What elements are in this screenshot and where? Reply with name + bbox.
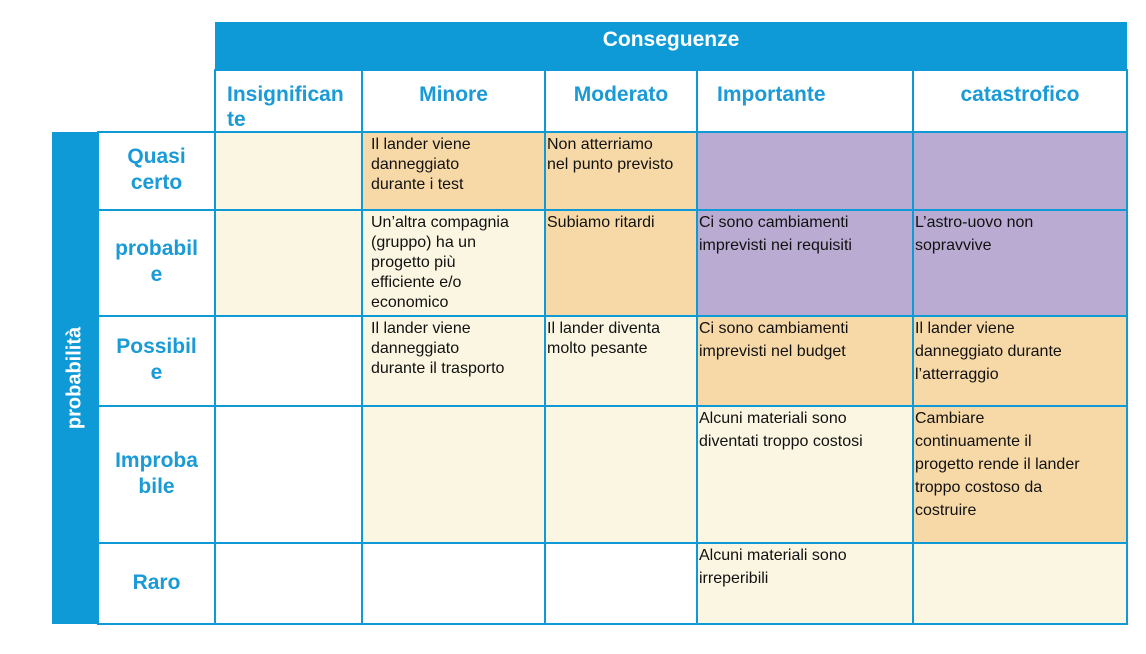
risk-cell-r2-c2: Un’altra compagnia (gruppo) ha un progetto più efficiente e/o economico bbox=[361, 209, 546, 317]
probability-header bbox=[52, 132, 98, 624]
risk-cell-r3-c4: Ci sono cambiamenti imprevisti nel budget bbox=[696, 315, 914, 407]
risk-cell-r1-c5 bbox=[912, 131, 1128, 211]
column-header-5: catastrofico bbox=[912, 69, 1128, 134]
risk-cell-r5-c3 bbox=[544, 542, 698, 625]
probability-header-label: probabilità bbox=[63, 326, 86, 430]
column-header-4: Importante bbox=[696, 69, 914, 134]
consequences-header: Conseguenze bbox=[215, 22, 1127, 69]
risk-cell-r3-c2: Il lander viene danneggiato durante il trasporto bbox=[361, 315, 546, 407]
risk-cell-r2-c5: L’astro-uovo non sopravvive bbox=[912, 209, 1128, 317]
risk-cell-r2-c1 bbox=[214, 209, 363, 317]
risk-cell-r5-c5 bbox=[912, 542, 1128, 625]
risk-cell-r4-c2 bbox=[361, 405, 546, 544]
risk-cell-r5-c1 bbox=[214, 542, 363, 625]
risk-cell-r1-c4 bbox=[696, 131, 914, 211]
risk-cell-r3-c3: Il lander diventa molto pesante bbox=[544, 315, 698, 407]
risk-cell-r5-c4: Alcuni materiali sono irreperibili bbox=[696, 542, 914, 625]
row-header-3: Possibil e bbox=[97, 315, 216, 407]
row-header-5: Raro bbox=[97, 542, 216, 625]
risk-cell-r5-c2 bbox=[361, 542, 546, 625]
risk-cell-r1-c2: Il lander viene danneggiato durante i test bbox=[361, 131, 546, 211]
risk-cell-r4-c5: Cambiare continuamente il progetto rende il lander troppo costoso da costruire bbox=[912, 405, 1128, 544]
risk-cell-r2-c4: Ci sono cambiamenti imprevisti nei requisiti bbox=[696, 209, 914, 317]
row-header-4: Improba bile bbox=[97, 405, 216, 544]
risk-cell-r3-c5: Il lander viene danneggiato durante l’atterraggio bbox=[912, 315, 1128, 407]
row-header-1: Quasi certo bbox=[97, 131, 216, 211]
risk-cell-r1-c1 bbox=[214, 131, 363, 211]
column-header-3: Moderato bbox=[544, 69, 698, 134]
risk-cell-r1-c3: Non atterriamo nel punto previsto bbox=[544, 131, 698, 211]
column-header-1: Insignifican te bbox=[214, 69, 363, 134]
risk-cell-r3-c1 bbox=[214, 315, 363, 407]
risk-cell-r4-c4: Alcuni materiali sono diventati troppo costosi bbox=[696, 405, 914, 544]
risk-cell-r4-c3 bbox=[544, 405, 698, 544]
risk-cell-r2-c3: Subiamo ritardi bbox=[544, 209, 698, 317]
column-header-2: Minore bbox=[361, 69, 546, 134]
risk-cell-r4-c1 bbox=[214, 405, 363, 544]
row-header-2: probabil e bbox=[97, 209, 216, 317]
